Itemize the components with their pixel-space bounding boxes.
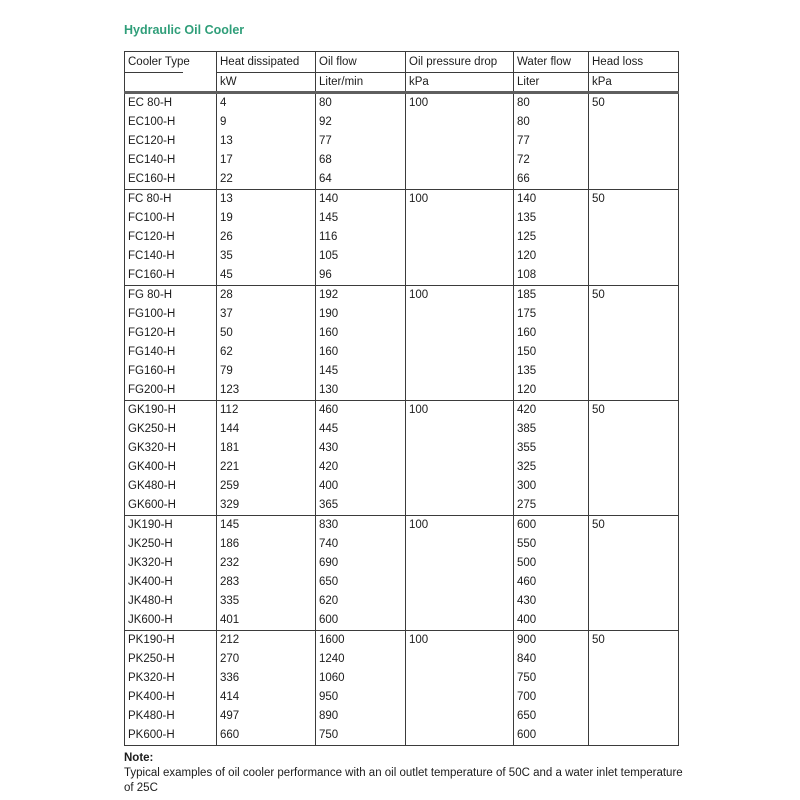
head-loss-cell bbox=[589, 362, 679, 381]
head-loss-cell bbox=[589, 573, 679, 592]
unit-water-flow: Liter bbox=[514, 73, 589, 93]
water-flow-cell: 300 bbox=[514, 477, 589, 496]
oil-flow-cell: 68 bbox=[316, 151, 406, 170]
cooler-type-cell: FC100-H bbox=[125, 209, 217, 228]
oil-pressure-drop-cell bbox=[406, 611, 514, 631]
head-loss-cell bbox=[589, 477, 679, 496]
cooler-type-cell: EC100-H bbox=[125, 113, 217, 132]
oil-flow-cell: 145 bbox=[316, 209, 406, 228]
water-flow-cell: 108 bbox=[514, 266, 589, 286]
table-row bbox=[125, 228, 679, 247]
head-loss-cell bbox=[589, 707, 679, 726]
oil-pressure-drop-cell bbox=[406, 650, 514, 669]
heat-dissipated-cell: 123 bbox=[217, 381, 316, 401]
table-row bbox=[125, 305, 679, 324]
table-row bbox=[125, 381, 679, 401]
oil-flow-cell: 160 bbox=[316, 324, 406, 343]
oil-pressure-drop-cell: 100 bbox=[406, 286, 514, 306]
oil-pressure-drop-cell bbox=[406, 458, 514, 477]
head-loss-cell bbox=[589, 324, 679, 343]
header-row bbox=[125, 52, 679, 73]
cooler-type-cell: PK320-H bbox=[125, 669, 217, 688]
oil-pressure-drop-cell bbox=[406, 573, 514, 592]
water-flow-cell: 600 bbox=[514, 726, 589, 746]
oil-flow-cell: 890 bbox=[316, 707, 406, 726]
oil-flow-cell: 460 bbox=[316, 401, 406, 421]
water-flow-cell: 135 bbox=[514, 362, 589, 381]
heat-dissipated-cell: 4 bbox=[217, 93, 316, 114]
oil-pressure-drop-cell bbox=[406, 266, 514, 286]
table-row bbox=[125, 362, 679, 381]
heat-dissipated-cell: 17 bbox=[217, 151, 316, 170]
water-flow-cell: 355 bbox=[514, 439, 589, 458]
table-row bbox=[125, 93, 679, 114]
cooler-type-cell: FC 80-H bbox=[125, 190, 217, 210]
table-row bbox=[125, 496, 679, 516]
oil-pressure-drop-cell bbox=[406, 439, 514, 458]
table-row bbox=[125, 707, 679, 726]
cooler-spec-table bbox=[124, 51, 679, 746]
head-loss-cell: 50 bbox=[589, 401, 679, 421]
heat-dissipated-cell: 62 bbox=[217, 343, 316, 362]
table-row bbox=[125, 132, 679, 151]
table-row bbox=[125, 151, 679, 170]
note-text: Typical examples of oil cooler performance with an oil outlet temperature of 50C and a water inlet temperature of 25C bbox=[124, 767, 683, 794]
heat-dissipated-cell: 401 bbox=[217, 611, 316, 631]
heat-dissipated-cell: 112 bbox=[217, 401, 316, 421]
cooler-type-cell: PK400-H bbox=[125, 688, 217, 707]
table-row bbox=[125, 592, 679, 611]
water-flow-cell: 550 bbox=[514, 535, 589, 554]
table-row bbox=[125, 343, 679, 362]
head-loss-cell bbox=[589, 420, 679, 439]
table-row bbox=[125, 554, 679, 573]
table-row bbox=[125, 190, 679, 210]
unit-heat-dissipated: kW bbox=[217, 73, 316, 93]
cooler-type-cell: JK320-H bbox=[125, 554, 217, 573]
table-header bbox=[125, 52, 679, 93]
heat-dissipated-cell: 232 bbox=[217, 554, 316, 573]
oil-flow-cell: 950 bbox=[316, 688, 406, 707]
heat-dissipated-cell: 28 bbox=[217, 286, 316, 306]
oil-flow-cell: 192 bbox=[316, 286, 406, 306]
head-loss-cell bbox=[589, 496, 679, 516]
cooler-type-cell: FG120-H bbox=[125, 324, 217, 343]
oil-flow-cell: 1600 bbox=[316, 631, 406, 651]
cooler-type-cell: GK250-H bbox=[125, 420, 217, 439]
heat-dissipated-cell: 79 bbox=[217, 362, 316, 381]
head-loss-cell bbox=[589, 669, 679, 688]
table-row bbox=[125, 516, 679, 536]
heat-dissipated-cell: 45 bbox=[217, 266, 316, 286]
oil-pressure-drop-cell bbox=[406, 477, 514, 496]
oil-pressure-drop-cell bbox=[406, 132, 514, 151]
heat-dissipated-cell: 336 bbox=[217, 669, 316, 688]
oil-pressure-drop-cell bbox=[406, 381, 514, 401]
cooler-type-cell: JK480-H bbox=[125, 592, 217, 611]
oil-pressure-drop-cell bbox=[406, 535, 514, 554]
oil-flow-cell: 77 bbox=[316, 132, 406, 151]
oil-flow-cell: 750 bbox=[316, 726, 406, 746]
water-flow-cell: 600 bbox=[514, 516, 589, 536]
oil-flow-cell: 420 bbox=[316, 458, 406, 477]
cooler-type-cell: FG160-H bbox=[125, 362, 217, 381]
oil-pressure-drop-cell bbox=[406, 113, 514, 132]
heat-dissipated-cell: 19 bbox=[217, 209, 316, 228]
cooler-type-cell: FG140-H bbox=[125, 343, 217, 362]
unit-cooler-type bbox=[125, 73, 217, 93]
cooler-type-cell: FG100-H bbox=[125, 305, 217, 324]
cooler-type-cell: FC120-H bbox=[125, 228, 217, 247]
cooler-type-cell: FC160-H bbox=[125, 266, 217, 286]
head-loss-cell bbox=[589, 554, 679, 573]
head-loss-cell: 50 bbox=[589, 190, 679, 210]
head-loss-cell: 50 bbox=[589, 631, 679, 651]
oil-flow-cell: 80 bbox=[316, 93, 406, 114]
cooler-type-cell: GK320-H bbox=[125, 439, 217, 458]
heat-dissipated-cell: 212 bbox=[217, 631, 316, 651]
water-flow-cell: 140 bbox=[514, 190, 589, 210]
head-loss-cell bbox=[589, 170, 679, 190]
table-row bbox=[125, 631, 679, 651]
water-flow-cell: 275 bbox=[514, 496, 589, 516]
cooler-type-cell: FG200-H bbox=[125, 381, 217, 401]
heat-dissipated-cell: 660 bbox=[217, 726, 316, 746]
oil-pressure-drop-cell bbox=[406, 726, 514, 746]
oil-flow-cell: 365 bbox=[316, 496, 406, 516]
water-flow-cell: 80 bbox=[514, 93, 589, 114]
cooler-type-cell: EC160-H bbox=[125, 170, 217, 190]
table-row bbox=[125, 458, 679, 477]
heat-dissipated-cell: 497 bbox=[217, 707, 316, 726]
column-header-cooler-type: Cooler Type bbox=[125, 52, 217, 73]
head-loss-cell bbox=[589, 458, 679, 477]
unit-oil-pressure-drop: kPa bbox=[406, 73, 514, 93]
page-title: Hydraulic Oil Cooler bbox=[124, 23, 245, 37]
oil-pressure-drop-cell bbox=[406, 305, 514, 324]
oil-pressure-drop-cell bbox=[406, 420, 514, 439]
oil-flow-cell: 140 bbox=[316, 190, 406, 210]
table-row bbox=[125, 611, 679, 631]
column-header-oil-pressure-drop: Oil pressure drop bbox=[406, 52, 514, 73]
heat-dissipated-cell: 22 bbox=[217, 170, 316, 190]
water-flow-cell: 650 bbox=[514, 707, 589, 726]
table-row bbox=[125, 420, 679, 439]
heat-dissipated-cell: 145 bbox=[217, 516, 316, 536]
oil-pressure-drop-cell bbox=[406, 496, 514, 516]
water-flow-cell: 420 bbox=[514, 401, 589, 421]
water-flow-cell: 700 bbox=[514, 688, 589, 707]
column-header-water-flow: Water flow bbox=[514, 52, 589, 73]
water-flow-cell: 120 bbox=[514, 381, 589, 401]
head-loss-cell bbox=[589, 611, 679, 631]
oil-pressure-drop-cell bbox=[406, 554, 514, 573]
water-flow-cell: 750 bbox=[514, 669, 589, 688]
oil-flow-cell: 445 bbox=[316, 420, 406, 439]
table-row bbox=[125, 688, 679, 707]
water-flow-cell: 77 bbox=[514, 132, 589, 151]
water-flow-cell: 325 bbox=[514, 458, 589, 477]
oil-flow-cell: 145 bbox=[316, 362, 406, 381]
heat-dissipated-cell: 35 bbox=[217, 247, 316, 266]
heat-dissipated-cell: 414 bbox=[217, 688, 316, 707]
water-flow-cell: 385 bbox=[514, 420, 589, 439]
oil-pressure-drop-cell bbox=[406, 592, 514, 611]
head-loss-cell bbox=[589, 266, 679, 286]
heat-dissipated-cell: 26 bbox=[217, 228, 316, 247]
oil-flow-cell: 620 bbox=[316, 592, 406, 611]
table-row bbox=[125, 535, 679, 554]
table-row bbox=[125, 170, 679, 190]
heat-dissipated-cell: 186 bbox=[217, 535, 316, 554]
water-flow-cell: 430 bbox=[514, 592, 589, 611]
oil-pressure-drop-cell bbox=[406, 228, 514, 247]
oil-pressure-drop-cell: 100 bbox=[406, 401, 514, 421]
cooler-type-cell: EC140-H bbox=[125, 151, 217, 170]
head-loss-cell bbox=[589, 113, 679, 132]
cooler-type-cell: PK480-H bbox=[125, 707, 217, 726]
oil-flow-cell: 650 bbox=[316, 573, 406, 592]
cooler-type-cell: EC120-H bbox=[125, 132, 217, 151]
oil-flow-cell: 400 bbox=[316, 477, 406, 496]
oil-pressure-drop-cell bbox=[406, 170, 514, 190]
table-row bbox=[125, 439, 679, 458]
water-flow-cell: 840 bbox=[514, 650, 589, 669]
unit-head-loss: kPa bbox=[589, 73, 679, 93]
head-loss-cell bbox=[589, 247, 679, 266]
water-flow-cell: 66 bbox=[514, 170, 589, 190]
water-flow-cell: 80 bbox=[514, 113, 589, 132]
column-header-heat-dissipated: Heat dissipated bbox=[217, 52, 316, 73]
head-loss-cell bbox=[589, 228, 679, 247]
table-row bbox=[125, 477, 679, 496]
heat-dissipated-cell: 9 bbox=[217, 113, 316, 132]
heat-dissipated-cell: 335 bbox=[217, 592, 316, 611]
oil-flow-cell: 105 bbox=[316, 247, 406, 266]
head-loss-cell bbox=[589, 535, 679, 554]
cooler-type-cell: GK190-H bbox=[125, 401, 217, 421]
head-loss-cell: 50 bbox=[589, 93, 679, 114]
heat-dissipated-cell: 329 bbox=[217, 496, 316, 516]
cooler-type-cell: PK600-H bbox=[125, 726, 217, 746]
head-loss-cell bbox=[589, 209, 679, 228]
head-loss-cell bbox=[589, 305, 679, 324]
water-flow-cell: 135 bbox=[514, 209, 589, 228]
head-loss-cell: 50 bbox=[589, 516, 679, 536]
table-row bbox=[125, 324, 679, 343]
table-row bbox=[125, 401, 679, 421]
heat-dissipated-cell: 181 bbox=[217, 439, 316, 458]
oil-pressure-drop-cell bbox=[406, 707, 514, 726]
oil-pressure-drop-cell: 100 bbox=[406, 190, 514, 210]
cooler-type-cell: GK600-H bbox=[125, 496, 217, 516]
oil-flow-cell: 130 bbox=[316, 381, 406, 401]
cooler-type-cell: GK480-H bbox=[125, 477, 217, 496]
table-body bbox=[125, 93, 679, 746]
heat-dissipated-cell: 50 bbox=[217, 324, 316, 343]
oil-pressure-drop-cell: 100 bbox=[406, 93, 514, 114]
table-row bbox=[125, 247, 679, 266]
cooler-type-cell: FC140-H bbox=[125, 247, 217, 266]
oil-flow-cell: 160 bbox=[316, 343, 406, 362]
units-row bbox=[125, 73, 679, 93]
heat-dissipated-cell: 221 bbox=[217, 458, 316, 477]
water-flow-cell: 125 bbox=[514, 228, 589, 247]
oil-flow-cell: 690 bbox=[316, 554, 406, 573]
oil-pressure-drop-cell bbox=[406, 362, 514, 381]
oil-pressure-drop-cell bbox=[406, 247, 514, 266]
heat-dissipated-cell: 270 bbox=[217, 650, 316, 669]
oil-pressure-drop-cell bbox=[406, 151, 514, 170]
head-loss-cell bbox=[589, 132, 679, 151]
oil-flow-cell: 92 bbox=[316, 113, 406, 132]
cooler-type-cell: JK400-H bbox=[125, 573, 217, 592]
oil-flow-cell: 1240 bbox=[316, 650, 406, 669]
cooler-type-cell: JK600-H bbox=[125, 611, 217, 631]
oil-pressure-drop-cell: 100 bbox=[406, 516, 514, 536]
oil-pressure-drop-cell bbox=[406, 669, 514, 688]
note bbox=[124, 751, 684, 796]
oil-pressure-drop-cell: 100 bbox=[406, 631, 514, 651]
oil-pressure-drop-cell bbox=[406, 324, 514, 343]
oil-pressure-drop-cell bbox=[406, 343, 514, 362]
oil-flow-cell: 600 bbox=[316, 611, 406, 631]
oil-flow-cell: 1060 bbox=[316, 669, 406, 688]
table-row bbox=[125, 573, 679, 592]
head-loss-cell bbox=[589, 650, 679, 669]
column-header-oil-flow: Oil flow bbox=[316, 52, 406, 73]
cooler-type-cell: EC 80-H bbox=[125, 93, 217, 114]
table-row bbox=[125, 669, 679, 688]
water-flow-cell: 150 bbox=[514, 343, 589, 362]
head-loss-cell bbox=[589, 151, 679, 170]
water-flow-cell: 900 bbox=[514, 631, 589, 651]
table-row bbox=[125, 113, 679, 132]
water-flow-cell: 120 bbox=[514, 247, 589, 266]
table-row bbox=[125, 286, 679, 306]
table-row bbox=[125, 209, 679, 228]
cooler-type-cell: PK190-H bbox=[125, 631, 217, 651]
water-flow-cell: 72 bbox=[514, 151, 589, 170]
head-loss-cell bbox=[589, 343, 679, 362]
oil-pressure-drop-cell bbox=[406, 209, 514, 228]
unit-oil-flow: Liter/min bbox=[316, 73, 406, 93]
water-flow-cell: 185 bbox=[514, 286, 589, 306]
heat-dissipated-cell: 37 bbox=[217, 305, 316, 324]
cooler-type-cell: GK400-H bbox=[125, 458, 217, 477]
heat-dissipated-cell: 13 bbox=[217, 132, 316, 151]
table-row bbox=[125, 650, 679, 669]
head-loss-cell bbox=[589, 439, 679, 458]
cooler-type-cell: JK250-H bbox=[125, 535, 217, 554]
oil-flow-cell: 190 bbox=[316, 305, 406, 324]
table-row bbox=[125, 266, 679, 286]
water-flow-cell: 460 bbox=[514, 573, 589, 592]
oil-flow-cell: 64 bbox=[316, 170, 406, 190]
table-row bbox=[125, 726, 679, 746]
cooler-type-cell: JK190-H bbox=[125, 516, 217, 536]
head-loss-cell: 50 bbox=[589, 286, 679, 306]
head-loss-cell bbox=[589, 592, 679, 611]
heat-dissipated-cell: 13 bbox=[217, 190, 316, 210]
oil-flow-cell: 96 bbox=[316, 266, 406, 286]
oil-flow-cell: 116 bbox=[316, 228, 406, 247]
column-header-head-loss: Head loss bbox=[589, 52, 679, 73]
water-flow-cell: 400 bbox=[514, 611, 589, 631]
cooler-type-cell: FG 80-H bbox=[125, 286, 217, 306]
heat-dissipated-cell: 144 bbox=[217, 420, 316, 439]
head-loss-cell bbox=[589, 688, 679, 707]
oil-pressure-drop-cell bbox=[406, 688, 514, 707]
heat-dissipated-cell: 259 bbox=[217, 477, 316, 496]
water-flow-cell: 175 bbox=[514, 305, 589, 324]
note-label: Note: bbox=[124, 752, 154, 764]
oil-flow-cell: 740 bbox=[316, 535, 406, 554]
heat-dissipated-cell: 283 bbox=[217, 573, 316, 592]
cooler-type-cell: PK250-H bbox=[125, 650, 217, 669]
oil-flow-cell: 430 bbox=[316, 439, 406, 458]
head-loss-cell bbox=[589, 726, 679, 746]
water-flow-cell: 500 bbox=[514, 554, 589, 573]
water-flow-cell: 160 bbox=[514, 324, 589, 343]
oil-flow-cell: 830 bbox=[316, 516, 406, 536]
head-loss-cell bbox=[589, 381, 679, 401]
